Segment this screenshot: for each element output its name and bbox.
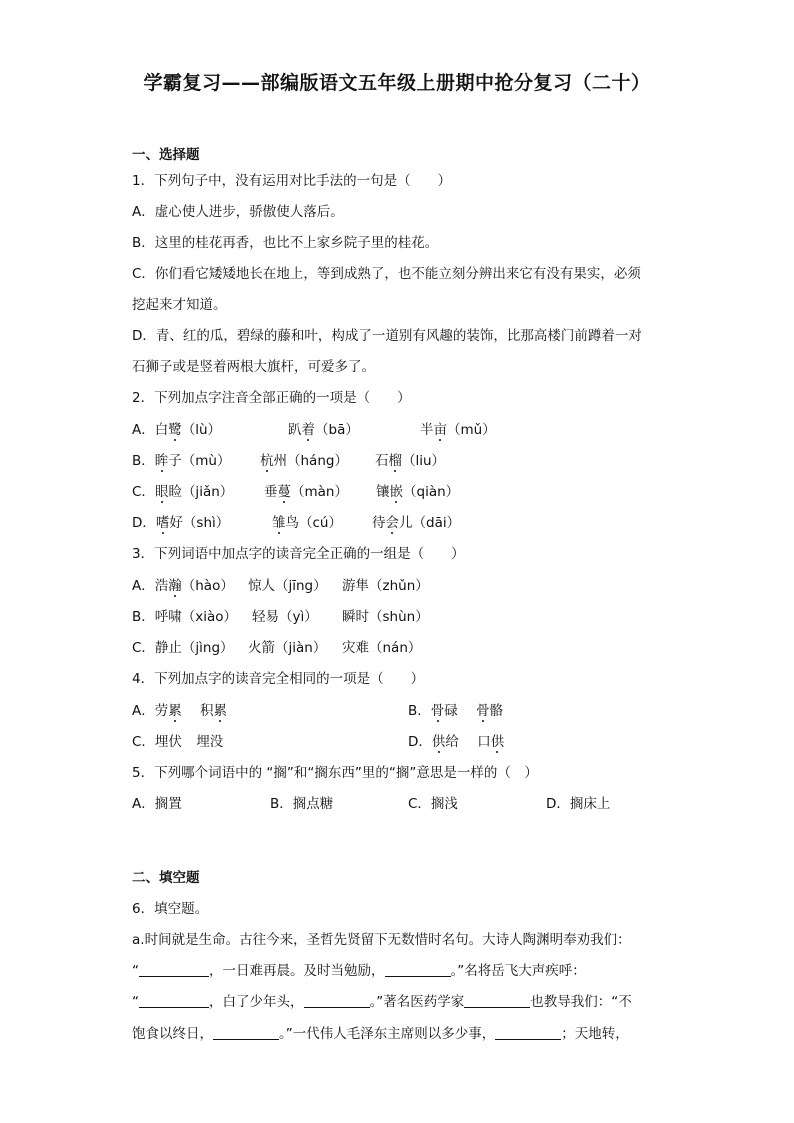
q6-l4-mid: 。”一代伟人毛泽东主席则以多少事，	[279, 1026, 496, 1042]
q2-a3-text: 半	[420, 422, 434, 438]
q4-b-dotted-char: 骨	[430, 703, 445, 719]
q4-d-text: D．	[408, 734, 432, 750]
q1-option-d-line1: D．青、红的瓜，碧绿的藤和叶，构成了一道别有风趣的装饰，比那高楼门前蹲着一对	[132, 328, 642, 344]
q2-a3-pinyin: （mǔ）	[447, 422, 496, 438]
q6-line1: a.时间就是生命。古往今来，圣哲先贤留下无数惜时名句。大诗人陶渊明奉劝我们：	[132, 932, 631, 948]
q4-d2-dotted-char: 供	[490, 734, 505, 750]
q4-c-text: C．埋伏	[132, 734, 182, 750]
q3-option-c	[132, 638, 692, 658]
q3-c2: 火箭（jiàn）	[248, 640, 327, 656]
fill-blank[interactable]	[304, 993, 370, 1008]
q6-l2-text: ，一日难再晨。及时当勉励，	[209, 963, 385, 979]
q6-stem: 6．填空题。	[132, 901, 209, 917]
q2-a3-dotted-char: 亩	[433, 422, 447, 438]
q2-b3-dotted-char: 榴	[388, 453, 402, 469]
fill-blank[interactable]	[213, 1025, 279, 1040]
q4-d2-text: 口	[477, 734, 491, 750]
q3-option-b	[132, 607, 692, 627]
q3-a3: 游隼（zhǔn）	[342, 578, 429, 594]
q6-l4-text: 饱食以终日，	[132, 1026, 213, 1042]
fill-blank[interactable]	[495, 1025, 561, 1040]
q3-a1-pinyin: （hào）	[181, 578, 234, 594]
q2-d2-dotted-char: 雏	[272, 515, 286, 531]
q2-b2-dotted-char: 杭	[260, 453, 274, 469]
q3-b1: B．呼啸（xiào）	[132, 609, 238, 625]
q2-c3-pinyin: （qiàn）	[403, 484, 460, 500]
q6-l3-tail: 也教导我们：“不	[530, 994, 632, 1010]
q4-b-text: B．	[408, 703, 431, 719]
q2-option-d	[132, 513, 692, 533]
q3-a2: 惊人（jīng）	[248, 578, 327, 594]
q2-c2-pinyin: （màn）	[291, 484, 348, 500]
q4-a-text: A．劳	[132, 703, 169, 719]
q2-c1-suffix: 睑	[168, 484, 182, 500]
q4-b2-dotted-char: 骨	[476, 703, 490, 719]
fill-blank[interactable]	[464, 993, 530, 1008]
q1-option-c-line2: 挖起来才知道。	[132, 297, 227, 313]
q2-d1-suffix: 好	[169, 515, 183, 531]
q2-b1-dotted-char: 眸	[154, 453, 169, 469]
q4-a2-text: 积	[200, 703, 214, 719]
q2-b3-text: 石	[375, 453, 389, 469]
q4-b2-suffix: 骼	[489, 703, 504, 719]
q6-l2-quote: “	[132, 963, 139, 979]
q6-line3	[132, 992, 632, 1012]
q2-c1-text: C．	[132, 484, 155, 500]
q5-option-c: C．搁浅	[408, 796, 458, 812]
q2-c2-dotted-char: 蔓	[277, 484, 291, 500]
q2-d2-pinyin: （cú）	[299, 515, 342, 531]
q2-d2-suffix: 鸟	[285, 515, 299, 531]
q2-d1-text: D．	[132, 515, 156, 531]
q5-options	[132, 794, 692, 814]
section-heading-fill: 二、填空题	[132, 870, 200, 886]
q4-options-ab	[132, 701, 692, 721]
q1-option-a: A．虚心使人进步，骄傲使人落后。	[132, 204, 344, 220]
q4-d-dotted-char: 供	[431, 734, 446, 750]
q1-option-c-line1: C．你们看它矮矮地长在地上，等到成熟了，也不能立刻分辨出来它有没有果实，必须	[132, 266, 641, 282]
q3-a1-dotted-char: 瀚	[168, 578, 182, 594]
q2-d3-pinyin: （dāi）	[412, 515, 461, 531]
q2-stem: 2．下列加点字注音全部正确的一项是（ ）	[132, 390, 411, 406]
q2-d1-dotted-char: 嗜	[155, 515, 170, 531]
q2-a2-pinyin: （bā）	[315, 422, 359, 438]
q2-a2-text: 趴	[288, 422, 302, 438]
q3-a1-text: A．浩	[132, 578, 169, 594]
q1-option-b: B．这里的桂花再香，也比不上家乡院子里的桂花。	[132, 235, 439, 251]
q2-option-c	[132, 482, 692, 502]
fill-blank[interactable]	[139, 962, 209, 977]
q2-b3-pinyin: （liu）	[402, 453, 446, 469]
q2-option-b	[132, 451, 692, 471]
q2-b1-pinyin: （mù）	[181, 453, 231, 469]
q2-a2-dotted-char: 着	[301, 422, 315, 438]
q5-stem: 5．下列哪个词语中的 “搁”和“搁东西”里的“搁”意思是一样的（ ）	[132, 765, 538, 781]
q4-options-cd	[132, 732, 692, 752]
q4-a-dotted-char: 累	[168, 703, 182, 719]
q1-stem: 1．下列句子中，没有运用对比手法的一句是（ ）	[132, 173, 452, 189]
q6-l3-text: ，白了少年头，	[209, 994, 304, 1010]
q3-c1: C．静止（jìng）	[132, 640, 234, 656]
q3-b2: 轻易（yì）	[252, 609, 318, 625]
q6-line4	[132, 1024, 629, 1044]
q2-c3-dotted-char: 嵌	[389, 484, 403, 500]
fill-blank[interactable]	[385, 962, 451, 977]
q2-c3-text: 镶	[376, 484, 390, 500]
q2-d1-pinyin: （shì）	[182, 515, 230, 531]
q2-b2-suffix: 州	[273, 453, 287, 469]
q3-c3: 灾难（nán）	[342, 640, 422, 656]
q2-option-a	[132, 420, 692, 440]
q6-l3-quote: “	[132, 994, 139, 1010]
q3-b3: 瞬时（shùn）	[342, 609, 429, 625]
q1-option-d-line2: 石狮子或是竖着两根大旗杆，可爱多了。	[132, 359, 375, 375]
q2-c1-pinyin: （jiǎn）	[181, 484, 234, 500]
fill-blank[interactable]	[139, 993, 209, 1008]
q3-option-a	[132, 576, 692, 596]
q2-c2-text: 垂	[264, 484, 278, 500]
q2-a1-text: A．白	[132, 422, 169, 438]
q6-l3-mid: 。”著名医药学家	[369, 994, 465, 1010]
q2-a1-pinyin: （lù）	[181, 422, 222, 438]
q2-b1-text: B．	[132, 453, 155, 469]
q3-stem: 3．下列词语中加点字的读音完全正确的一组是（ ）	[132, 546, 465, 562]
q4-stem: 4．下列加点字的读音完全相同的一项是（ ）	[132, 671, 425, 687]
q5-option-a: A．搁置	[132, 796, 182, 812]
q2-a1-dotted-char: 鹭	[168, 422, 182, 438]
q2-b1-suffix: 子	[168, 453, 182, 469]
q4-d-suffix: 给	[445, 734, 459, 750]
page-title: 学霸复习——部编版语文五年级上册期中抢分复习（二十）	[143, 72, 651, 94]
section-heading-choice: 一、选择题	[132, 147, 200, 163]
q2-b2-pinyin: （háng）	[287, 453, 348, 469]
q2-c1-dotted-char: 眼	[154, 484, 169, 500]
q2-d3-text: 待会儿	[372, 515, 413, 531]
q6-line2	[132, 961, 586, 981]
q4-a2-dotted-char: 累	[213, 703, 228, 719]
q6-l2-tail: 。”名将岳飞大声疾呼：	[450, 963, 586, 979]
q5-option-d: D．搁床上	[546, 796, 611, 812]
q4-c2-text: 埋没	[196, 734, 224, 750]
q4-b-suffix: 碌	[444, 703, 458, 719]
q6-l4-tail: ；天地转，	[561, 1026, 629, 1042]
q5-option-b: B．搁点糖	[270, 796, 334, 812]
